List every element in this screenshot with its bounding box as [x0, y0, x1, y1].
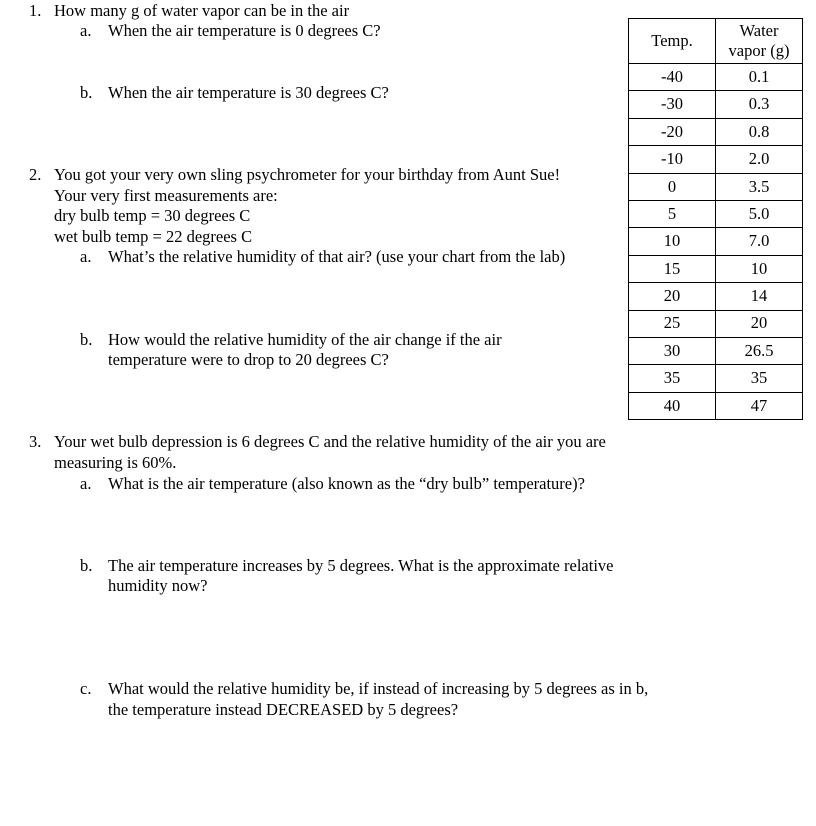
vapor-cell: 0.3: [716, 91, 803, 118]
q2b-label: b.: [80, 330, 93, 349]
table-row: [629, 118, 803, 145]
q2-wet-bulb: wet bulb temp = 22 degrees C: [54, 227, 253, 246]
table-row: [629, 392, 803, 419]
table-row: [629, 173, 803, 200]
q1b-label: b.: [80, 83, 93, 102]
temp-cell: -30: [629, 91, 716, 118]
q1-number: 1.: [29, 1, 42, 20]
q2-number: 2.: [29, 165, 42, 184]
q2b-line1: How would the relative humidity of the air change if the air: [108, 330, 502, 349]
temp-cell: -40: [629, 64, 716, 91]
q3b-label: b.: [80, 556, 93, 575]
vapor-cell: 5.0: [716, 200, 803, 227]
vapor-cell: 3.5: [716, 173, 803, 200]
header-temp: Temp.: [629, 19, 716, 64]
vapor-cell: 7.0: [716, 228, 803, 255]
water-vapor-table: [628, 18, 803, 420]
q3-number: 3.: [29, 432, 42, 451]
temp-cell: 20: [629, 283, 716, 310]
header-vapor-line2: vapor (g): [728, 41, 790, 60]
temp-cell: -20: [629, 118, 716, 145]
header-water-vapor: [716, 19, 803, 64]
vapor-cell: 10: [716, 255, 803, 282]
q1-text: How many g of water vapor can be in the air: [54, 1, 350, 20]
table-row: [629, 91, 803, 118]
temp-cell: 35: [629, 365, 716, 392]
q2b-line2: temperature were to drop to 20 degrees C?: [108, 350, 389, 369]
table-row: [629, 365, 803, 392]
table-row: [629, 283, 803, 310]
vapor-cell: 2.0: [716, 146, 803, 173]
temp-cell: 5: [629, 200, 716, 227]
vapor-cell: 14: [716, 283, 803, 310]
q2a-text: What’s the relative humidity of that air? (use your chart from the lab): [108, 247, 566, 266]
q3c-line2: the temperature instead DECREASED by 5 degrees?: [108, 700, 459, 719]
q1a-text: When the air temperature is 0 degrees C?: [108, 21, 381, 40]
table-row: [629, 228, 803, 255]
header-vapor-line1: Water: [739, 21, 779, 40]
table-row: [629, 200, 803, 227]
q3b-line1: The air temperature increases by 5 degrees. What is the approximate relative: [108, 556, 614, 575]
temp-cell: 0: [629, 173, 716, 200]
temp-cell: -10: [629, 146, 716, 173]
table-row: [629, 255, 803, 282]
vapor-cell: 26.5: [716, 337, 803, 364]
temp-cell: 10: [629, 228, 716, 255]
table-header-row: [629, 19, 803, 64]
vapor-cell: 0.1: [716, 64, 803, 91]
table-row: [629, 64, 803, 91]
q3c-line1: What would the relative humidity be, if instead of increasing by 5 degrees as in b,: [108, 679, 649, 698]
q3c-label: c.: [80, 679, 92, 698]
table-row: [629, 146, 803, 173]
q2a-label: a.: [80, 247, 92, 266]
q3a-label: a.: [80, 474, 92, 493]
q1b-text: When the air temperature is 30 degrees C?: [108, 83, 389, 102]
temp-cell: 25: [629, 310, 716, 337]
q2-dry-bulb: dry bulb temp = 30 degrees C: [54, 206, 251, 225]
temp-cell: 40: [629, 392, 716, 419]
q2-line2: Your very first measurements are:: [54, 186, 278, 205]
vapor-cell: 20: [716, 310, 803, 337]
vapor-cell: 47: [716, 392, 803, 419]
table-row: [629, 337, 803, 364]
temp-cell: 15: [629, 255, 716, 282]
q1a-label: a.: [80, 21, 92, 40]
q3-line1: Your wet bulb depression is 6 degrees C and the relative humidity of the air you are: [54, 432, 606, 451]
vapor-cell: 35: [716, 365, 803, 392]
q3-line2: measuring is 60%.: [54, 453, 177, 472]
table-row: [629, 310, 803, 337]
vapor-cell: 0.8: [716, 118, 803, 145]
temp-cell: 30: [629, 337, 716, 364]
q3b-line2: humidity now?: [108, 576, 208, 595]
q2-line1: You got your very own sling psychrometer for your birthday from Aunt Sue!: [54, 165, 561, 184]
q3a-text: What is the air temperature (also known as the “dry bulb” temperature)?: [108, 474, 585, 493]
